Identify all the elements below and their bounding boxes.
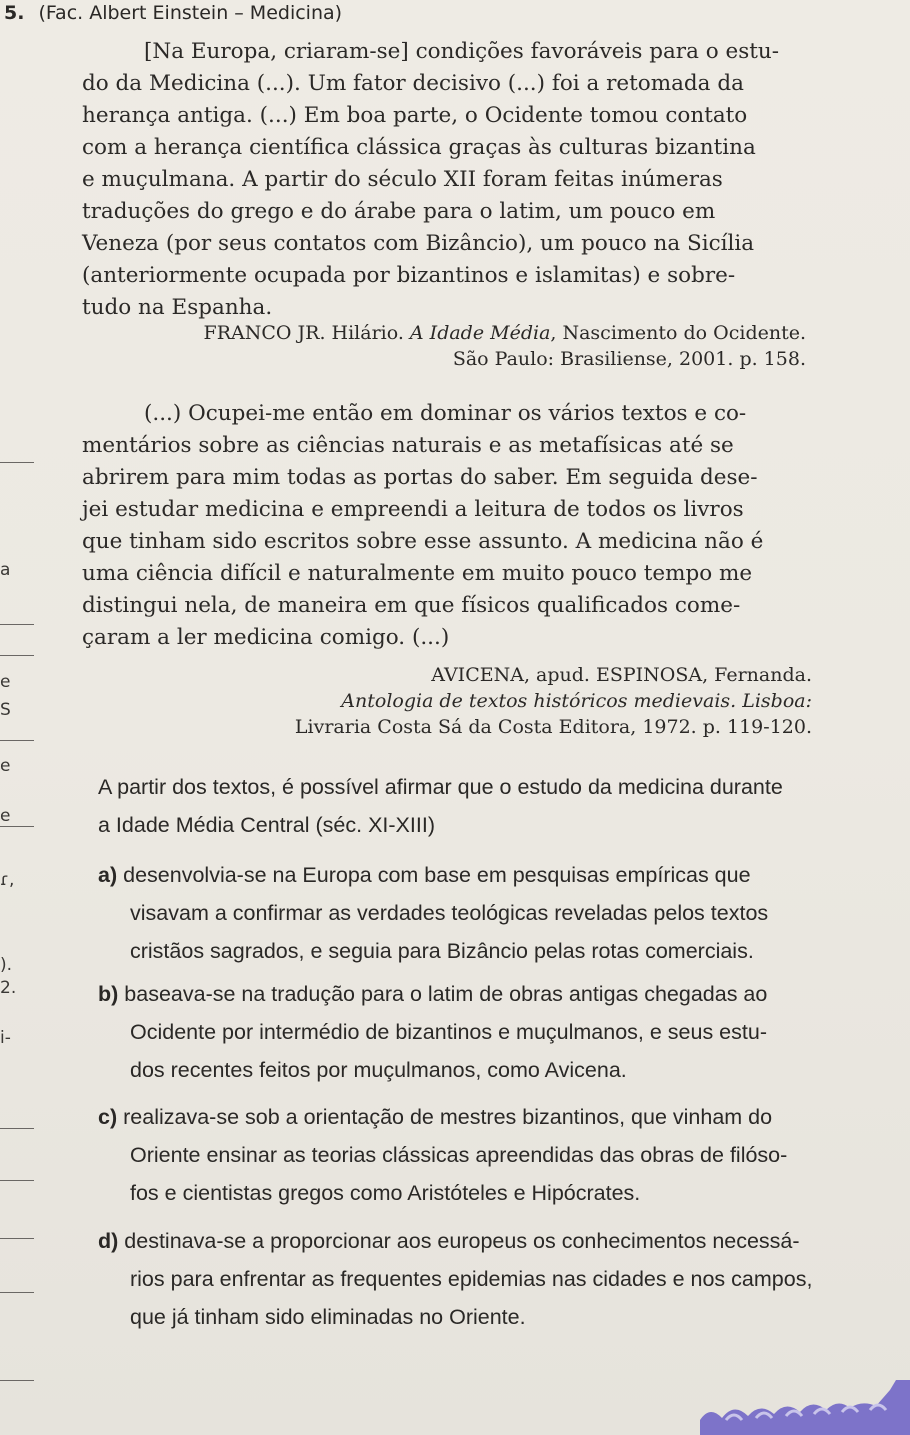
citation-subtitle: , Nascimento do Ocidente. [550, 322, 806, 344]
option-d[interactable] [98, 1222, 812, 1336]
option-text: baseava-se na tradução para o latim de obras antigas chegadas ao [124, 982, 768, 1006]
citation-author: AVICENA, apud. ESPINOSA, Fernanda. [431, 664, 812, 686]
margin-dash [0, 655, 34, 656]
text-line: (...) Ocupei-me então em dominar os vários textos e co- [144, 401, 747, 426]
option-text: fos e cientistas gregos como Aristóteles e Hipócrates. [130, 1181, 641, 1205]
margin-mark: e [0, 756, 11, 776]
citation-title: A Idade Média [409, 322, 551, 344]
text-line: herança antiga. (...) Em boa parte, o Ocidente tomou contato [82, 103, 748, 128]
question-number: 5. [4, 2, 25, 24]
text-line: [Na Europa, criaram-se] condições favoráveis para o estu- [144, 39, 780, 64]
option-text: que já tinham sido eliminadas no Oriente. [130, 1305, 526, 1329]
margin-dash [0, 624, 34, 625]
margin-dash [0, 1292, 34, 1293]
option-text: cristãos sagrados, e seguia para Bizâncio pelas rotas comerciais. [130, 939, 754, 963]
option-text: Ocidente por intermédio de bizantinos e muçulmanos, e seus estu- [130, 1020, 767, 1044]
margin-dash [0, 462, 34, 463]
margin-dash [0, 1380, 34, 1381]
citation-publisher: Livraria Costa Sá da Costa Editora, 1972. p. 119-120. [294, 716, 812, 738]
text-line: distingui nela, de maneira em que físicos qualificados come- [82, 593, 741, 618]
margin-mark: ). [0, 955, 13, 975]
margin-mark: e [0, 806, 11, 826]
prompt-line: a Idade Média Central (séc. XI-XIII) [98, 813, 435, 837]
text-line: com a herança científica clássica graças às culturas bizantina [82, 135, 756, 160]
text-line: Veneza (por seus contatos com Bizâncio), um pouco na Sicília [82, 231, 755, 256]
option-letter: c) [98, 1105, 118, 1129]
citation-2 [295, 662, 812, 740]
margin-mark: a [0, 560, 11, 580]
margin-mark: S [0, 700, 11, 720]
margin-dash [0, 1238, 34, 1239]
source-text-2 [82, 398, 802, 654]
decorative-wave-strip [700, 1380, 910, 1435]
margin-mark: ɾ, [0, 870, 15, 890]
question-source: (Fac. Albert Einstein – Medicina) [38, 2, 343, 24]
margin-dash [0, 1180, 34, 1181]
option-text: Oriente ensinar as teorias clássicas apreendidas das obras de filóso- [130, 1143, 788, 1167]
option-text: realizava-se sob a orientação de mestres bizantinos, que vinham do [123, 1105, 773, 1129]
option-c[interactable] [98, 1098, 787, 1212]
question-header [4, 2, 342, 24]
margin-mark: i- [0, 1028, 11, 1048]
option-b[interactable] [98, 975, 767, 1089]
margin-dash [0, 826, 34, 827]
margin-mark: 2. [0, 978, 17, 998]
text-line: mentários sobre as ciências naturais e as metafísicas até se [82, 433, 734, 458]
margin-mark: e [0, 672, 11, 692]
prompt-line: A partir dos textos, é possível afirmar que o estudo da medicina durante [98, 775, 783, 799]
text-line: abrirem para mim todas as portas do saber. Em seguida dese- [82, 465, 758, 490]
citation-author: FRANCO JR. Hilário. [203, 322, 410, 344]
option-text: dos recentes feitos por muçulmanos, como Avicena. [130, 1058, 627, 1082]
margin-dash [0, 1128, 34, 1129]
option-letter: d) [98, 1229, 119, 1253]
citation-1 [204, 320, 806, 372]
text-line: uma ciência difícil e naturalmente em muito pouco tempo me [82, 561, 753, 586]
option-a[interactable] [98, 856, 768, 970]
margin-dash [0, 740, 34, 741]
option-text: desenvolvia-se na Europa com base em pesquisas empíricas que [123, 863, 751, 887]
text-line: traduções do grego e do árabe para o latim, um pouco em [82, 199, 716, 224]
option-letter: b) [98, 982, 119, 1006]
text-line: jei estudar medicina e empreendi a leitura de todos os livros [82, 497, 744, 522]
text-line: tudo na Espanha. [82, 295, 273, 320]
text-line: que tinham sido escritos sobre esse assunto. A medicina não é [82, 529, 764, 554]
option-text: destinava-se a proporcionar aos europeus os conhecimentos necessá- [124, 1229, 800, 1253]
option-letter: a) [98, 863, 118, 887]
text-line: çaram a ler medicina comigo. (...) [82, 625, 450, 650]
citation-title: Antologia de textos históricos medievais. Lisboa: [341, 690, 812, 712]
text-line: do da Medicina (...). Um fator decisivo (...) foi a retomada da [82, 71, 744, 96]
citation-publisher: São Paulo: Brasiliense, 2001. p. 158. [452, 348, 806, 370]
source-text-1 [82, 36, 802, 324]
option-text: visavam a confirmar as verdades teológicas reveladas pelos textos [130, 901, 769, 925]
text-line: (anteriormente ocupada por bizantinos e islamitas) e sobre- [82, 263, 736, 288]
text-line: e muçulmana. A partir do século XII foram feitas inúmeras [82, 167, 723, 192]
option-text: rios para enfrentar as frequentes epidemias nas cidades e nos campos, [130, 1267, 813, 1291]
question-prompt [98, 768, 783, 844]
